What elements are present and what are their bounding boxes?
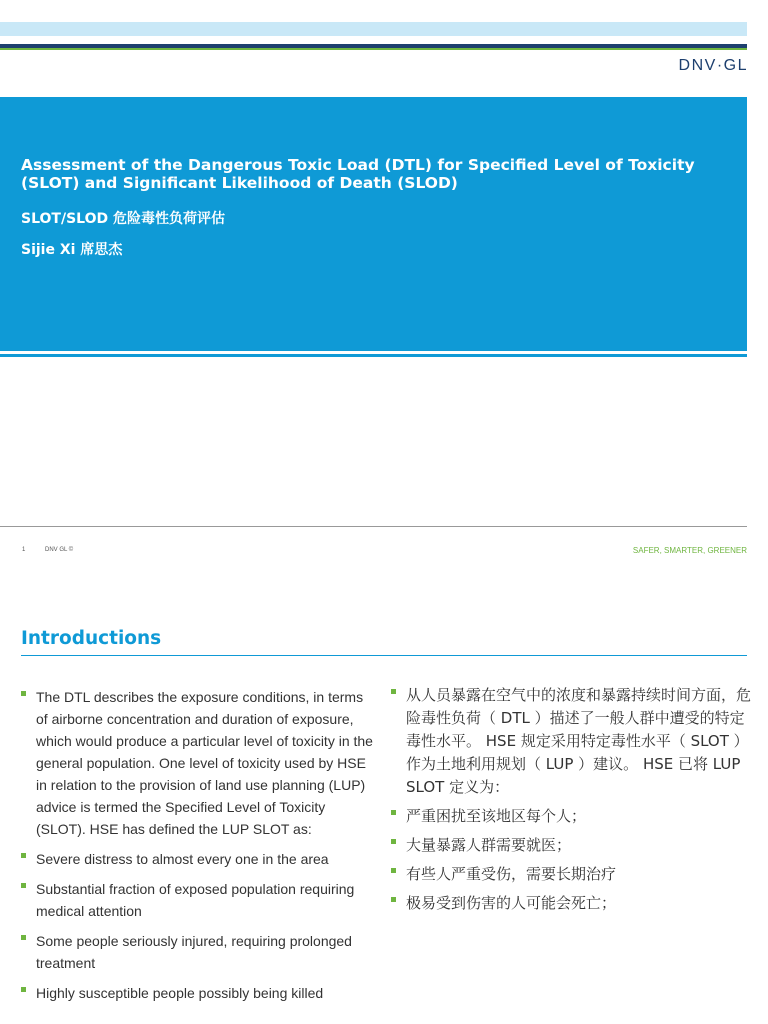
bullet-square-icon	[391, 897, 396, 902]
bullet-square-icon	[21, 987, 26, 992]
english-bullet-list	[21, 686, 376, 1012]
bullet-square-icon	[21, 853, 26, 858]
list-item: 从人员暴露在空气中的浓度和暴露持续时间方面，危险毒性负荷（ DTL ）描述了一般人群中遭受的特定毒性水平。 HSE 规定采用特定毒性水平（ SLOT ）作为土地利用规划（ LUP ）建议。 HSE 已将 LUP SLOT 定义为：	[391, 684, 756, 799]
heading-rule	[21, 655, 747, 656]
list-item: Substantial fraction of exposed population requiring medical attention	[21, 878, 376, 922]
list-item: Severe distress to almost every one in the area	[21, 848, 376, 870]
chinese-bullet-list	[391, 684, 756, 921]
top-band-light	[0, 22, 747, 36]
list-item: Highly susceptible people possibly being killed	[21, 982, 376, 1004]
author-name: Sijie Xi 席思杰	[21, 242, 123, 258]
slide-title: Assessment of the Dangerous Toxic Load (DTL) for Specified Level of Toxicity (SLOT) and Significant Likelihood of Death (SLOD)	[21, 156, 695, 192]
top-band-green	[0, 48, 747, 50]
banner-bottom-stripe	[0, 354, 747, 357]
footer-tagline: SAFER, SMARTER, GREENER	[632, 546, 747, 555]
list-item: Some people seriously injured, requiring prolonged treatment	[21, 930, 376, 974]
bullet-square-icon	[391, 839, 396, 844]
list-item: 大量暴露人群需要就医；	[391, 834, 756, 857]
footer-rule	[0, 526, 747, 527]
list-item: 有些人严重受伤，需要长期治疗	[391, 863, 756, 886]
page-number: 1	[22, 547, 26, 553]
bullet-square-icon	[21, 935, 26, 940]
slide-subtitle: SLOT/SLOD 危险毒性负荷评估	[21, 211, 225, 227]
section-heading: Introductions	[21, 628, 162, 649]
footer-copyright: DNV GL ©	[45, 547, 74, 553]
list-item: 严重困扰至该地区每个人；	[391, 805, 756, 828]
bullet-square-icon	[391, 689, 396, 694]
list-item: The DTL describes the exposure conditions, in terms of airborne concentration and duration of exposure, which would produce a particular level of toxicity in the general population. One level of toxicity used by HSE in relation to the provision of land use planning (LUP) advice is termed the Specified Level of Toxicity (SLOT). HSE has defined the LUP SLOT as:	[21, 686, 376, 840]
bullet-square-icon	[21, 883, 26, 888]
brand-logo: DNV·GL	[678, 57, 748, 74]
bullet-square-icon	[391, 868, 396, 873]
list-item: 极易受到伤害的人可能会死亡；	[391, 892, 756, 915]
bullet-square-icon	[391, 810, 396, 815]
bullet-square-icon	[21, 691, 26, 696]
